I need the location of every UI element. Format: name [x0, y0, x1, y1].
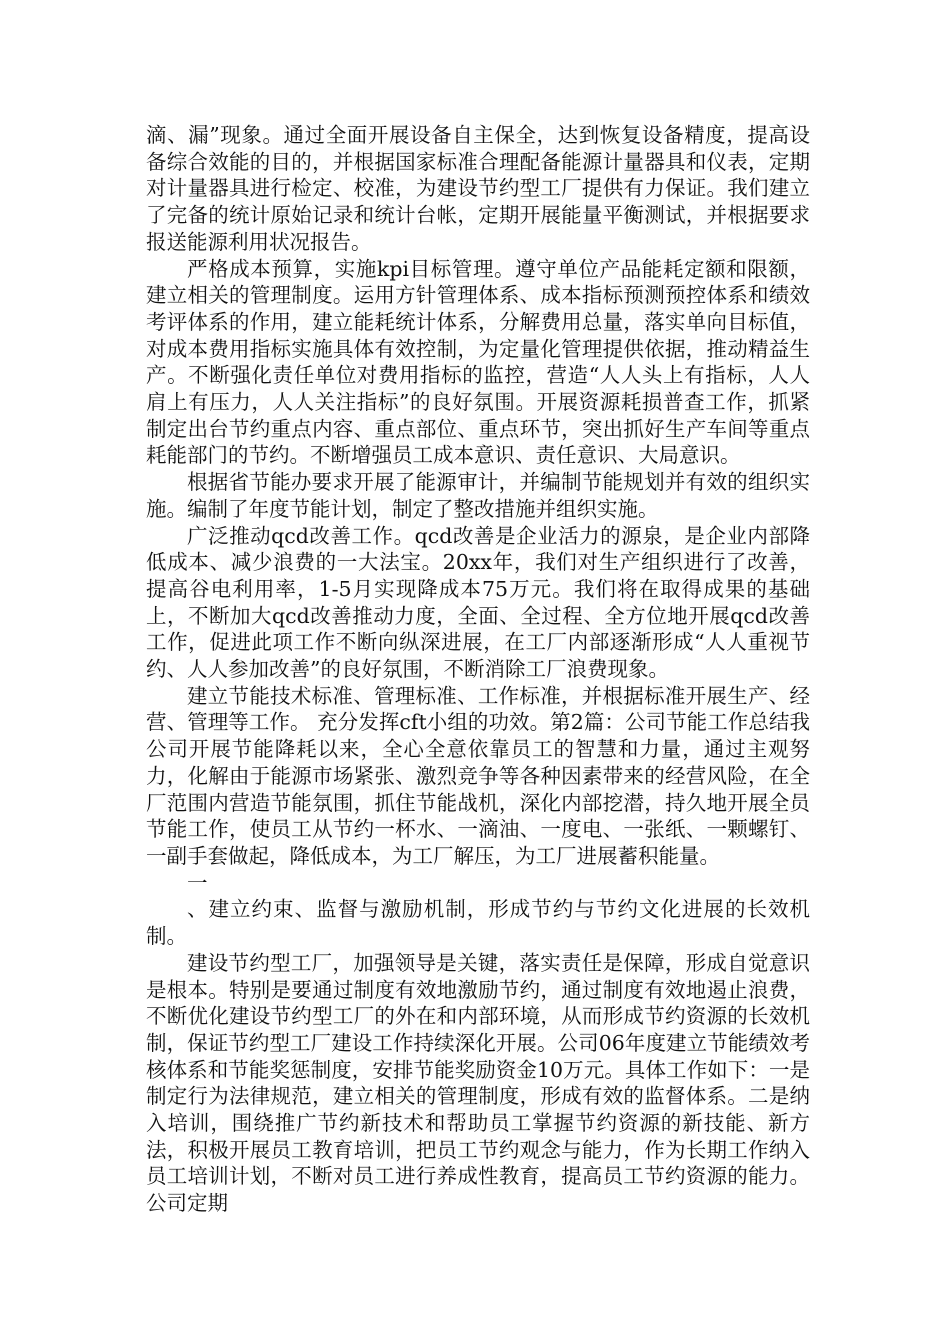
section-number: 一 [187, 870, 208, 895]
paragraph-qcd-improvement: 广泛推动qcd改善工作。qcd改善是企业活力的源泉，是企业内部降低成本、减少浪费的一大法宝。20xx年，我们对生产组织进行了改善，提高谷电利用率，1-5月实现降成本75万元。我们将在取得成果的基础上，不断加大qcd改善推动力度，全面、全过程、全方位地开展qcd改善工作，促进此项工作不断向纵深进展，在工厂内部逐渐形成“人人重视节约、人人参加改善”的良好氛围，不断消除工厂浪费现象。 [146, 523, 810, 682]
paragraph-cost-budget: 严格成本预算，实施kpi目标管理。遵守单位产品能耗定额和限额，建立相关的管理制度。运用方针管理体系、成本指标预测预控体系和绩效考评体系的作用，建立能耗统计体系，分解费用总量，落实单向目标值，对成本费用指标实施具体有效控制，为定量化管理提供依据，推动精益生产。不断强化责任单位对费用指标的监控，营造“人人头上有指标，人人肩上有压力，人人关注指标”的良好氛围。开展资源耗损普查工作，抓紧制定出台节约重点内容、重点部位、重点环节，突出抓好生产车间等重点耗能部门的节约。不断增强员工成本意识、责任意识、大局意识。 [146, 256, 810, 468]
paragraph-standards-summary: 建立节能技术标准、管理标准、工作标准，并根据标准开展生产、经营、管理等工作。 充分发挥cft小组的功效。第2篇：公司节能工作总结我公司开展节能降耗以来，全心全意依靠员工的智慧和力量，通过主观努力，化解由于能源市场紧张、激烈竞争等各种因素带来的经营风险，在全厂范围内营造节能氛围，抓住节能战机，深化内部挖潜，持久地开展全员节能工作，使员工从节约一杯水、一滴油、一度电、一张纸、一颗螺钉、一副手套做起，降低成本，为工厂解压，为工厂进展蓄积能量。 [146, 683, 810, 868]
paragraph-saving-factory: 建设节约型工厂，加强领导是关键，落实责任是保障，形成自觉意识是根本。特别是要通过制度有效地激励节约，通过制度有效地遏止浪费，不断优化建设节约型工厂的外在和内部环境，从而形成节约资源的长效机制，保证节约型工厂建设工作持续深化开展。公司06年度建立节能绩效考核体系和节能奖惩制度，安排节能奖励资金10万元。具体工作如下：一是制定行为法律规范，建立相关的管理制度，形成有效的监督体系。二是纳入培训，围绕推广节约新技术和帮助员工掌握节约资源的新技能、新方法，积极开展员工教育培训，把员工节约观念与能力，作为长期工作纳入员工培训计划，不断对员工进行养成性教育，提高员工节约资源的能力。公司定期 [146, 950, 810, 1216]
paragraph-equipment-maintenance: 滴、漏”现象。通过全面开展设备自主保全，达到恢复设备精度，提高设备综合效能的目的，并根据国家标准合理配备能源计量器具和仪表，定期对计量器具进行检定、校准，为建设节约型工厂提供有力保证。我们建立了完备的统计原始记录和统计台帐，定期开展能量平衡测试，并根据要求报送能源利用状况报告。 [146, 123, 810, 254]
section-heading-mechanism: 、建立约束、监督与激励机制，形成节约与节约文化进展的长效机制。 [146, 897, 810, 949]
paragraph-energy-audit: 根据省节能办要求开展了能源审计，并编制节能规划并有效的组织实施。编制了年度节能计划，制定了整改措施并组织实施。 [146, 470, 810, 521]
document-page [146, 122, 810, 1217]
